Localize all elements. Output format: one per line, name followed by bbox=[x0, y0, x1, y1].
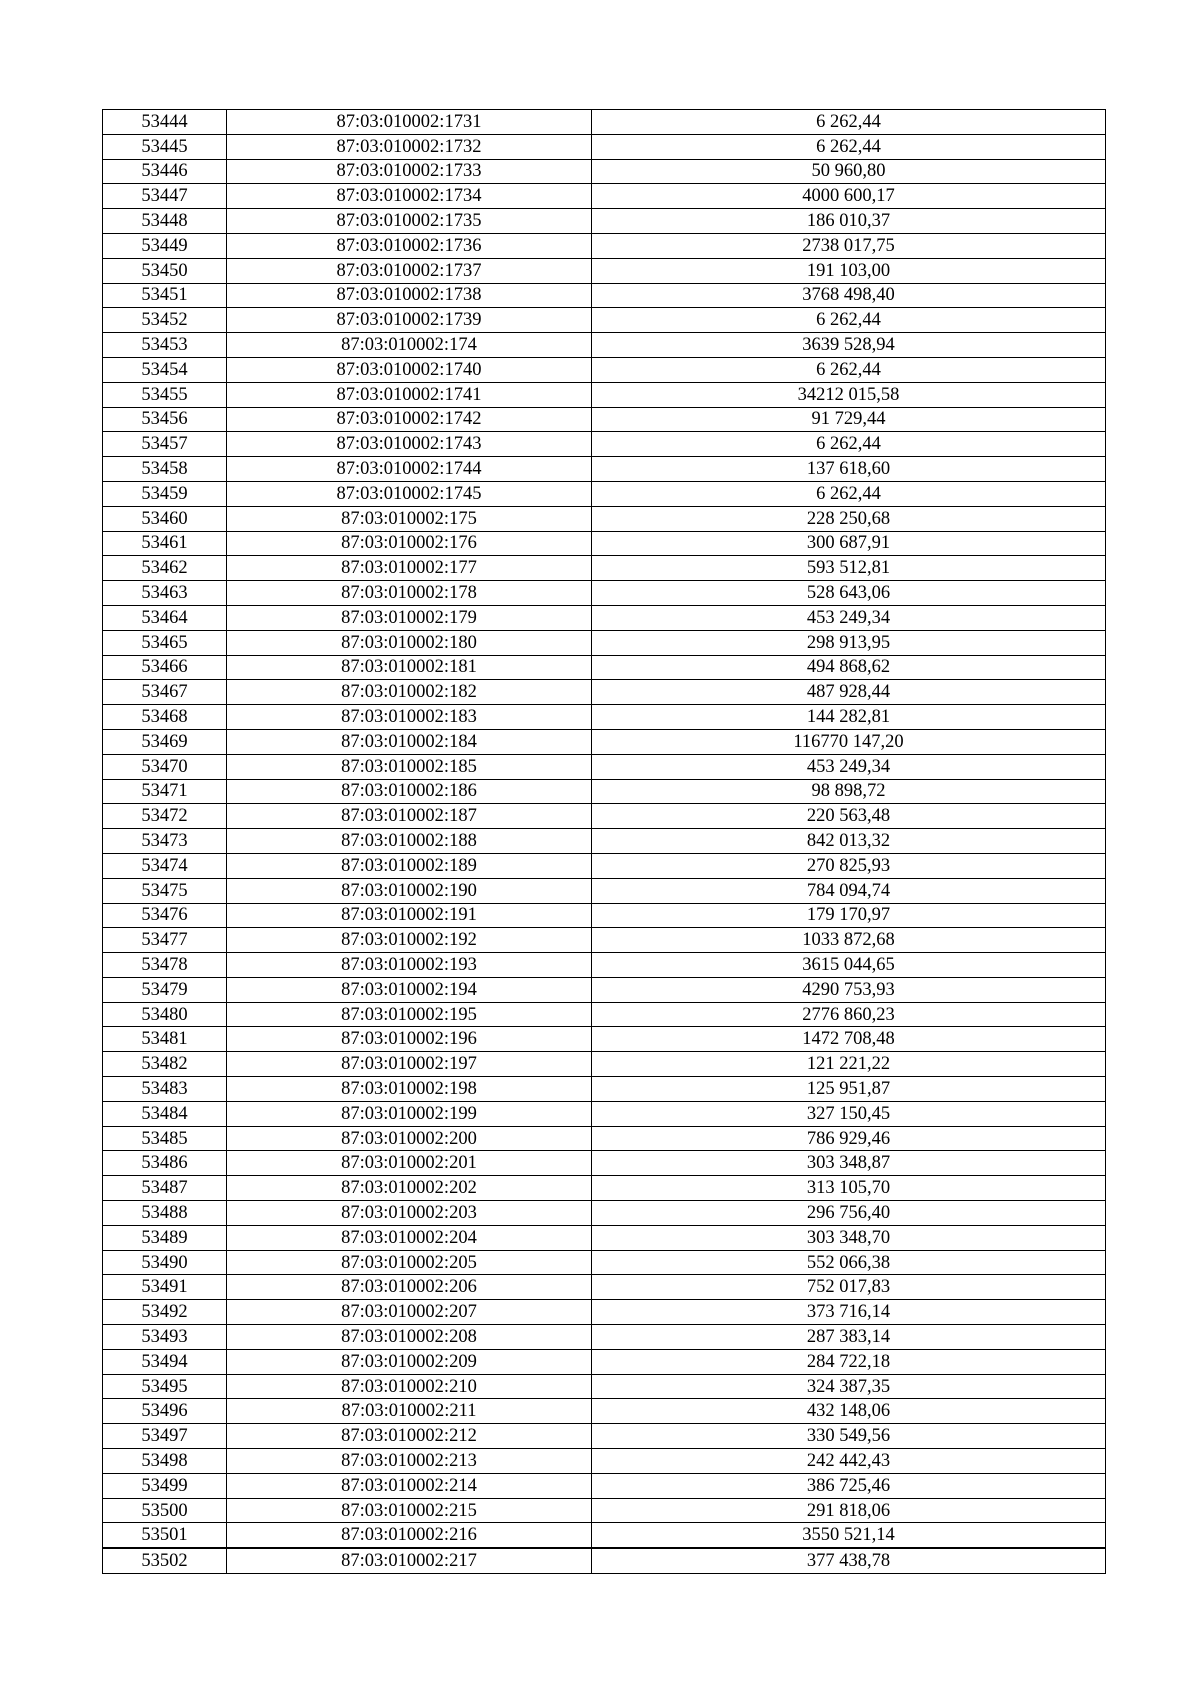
row-number-cell: 53472 bbox=[103, 804, 227, 829]
cadastral-value-cell: 242 442,43 bbox=[592, 1449, 1106, 1474]
cadastral-value-cell: 3768 498,40 bbox=[592, 283, 1106, 308]
cadastral-number-cell: 87:03:010002:1736 bbox=[227, 233, 592, 258]
cadastral-value-cell: 552 066,38 bbox=[592, 1250, 1106, 1275]
table-row bbox=[103, 878, 1106, 903]
row-number-cell: 53490 bbox=[103, 1250, 227, 1275]
table-row bbox=[103, 184, 1106, 209]
table-row bbox=[103, 977, 1106, 1002]
cadastral-number-cell: 87:03:010002:178 bbox=[227, 581, 592, 606]
table-row bbox=[103, 1548, 1106, 1573]
cadastral-number-cell: 87:03:010002:177 bbox=[227, 556, 592, 581]
table-row bbox=[103, 407, 1106, 432]
cadastral-value-cell: 125 951,87 bbox=[592, 1077, 1106, 1102]
table-row bbox=[103, 655, 1106, 680]
row-number-cell: 53495 bbox=[103, 1374, 227, 1399]
cadastral-value-cell: 330 549,56 bbox=[592, 1424, 1106, 1449]
cadastral-number-cell: 87:03:010002:179 bbox=[227, 605, 592, 630]
row-number-cell: 53485 bbox=[103, 1126, 227, 1151]
row-number-cell: 53457 bbox=[103, 432, 227, 457]
table-row bbox=[103, 1052, 1106, 1077]
table-row bbox=[103, 1151, 1106, 1176]
table-row bbox=[103, 258, 1106, 283]
cadastral-value-cell: 3639 528,94 bbox=[592, 333, 1106, 358]
cadastral-number-cell: 87:03:010002:1745 bbox=[227, 481, 592, 506]
row-number-cell: 53470 bbox=[103, 754, 227, 779]
row-number-cell: 53474 bbox=[103, 853, 227, 878]
cadastral-number-cell: 87:03:010002:175 bbox=[227, 506, 592, 531]
row-number-cell: 53461 bbox=[103, 531, 227, 556]
table-row bbox=[103, 233, 1106, 258]
cadastral-number-cell: 87:03:010002:176 bbox=[227, 531, 592, 556]
cadastral-number-cell: 87:03:010002:1740 bbox=[227, 357, 592, 382]
row-number-cell: 53499 bbox=[103, 1473, 227, 1498]
table-row bbox=[103, 605, 1106, 630]
cadastral-number-cell: 87:03:010002:184 bbox=[227, 729, 592, 754]
cadastral-number-cell: 87:03:010002:174 bbox=[227, 333, 592, 358]
cadastral-number-cell: 87:03:010002:217 bbox=[227, 1548, 592, 1573]
row-number-cell: 53451 bbox=[103, 283, 227, 308]
row-number-cell: 53456 bbox=[103, 407, 227, 432]
cadastral-value-cell: 313 105,70 bbox=[592, 1176, 1106, 1201]
cadastral-number-cell: 87:03:010002:182 bbox=[227, 680, 592, 705]
table-row bbox=[103, 1250, 1106, 1275]
cadastral-number-cell: 87:03:010002:207 bbox=[227, 1300, 592, 1325]
table-row bbox=[103, 1325, 1106, 1350]
row-number-cell: 53453 bbox=[103, 333, 227, 358]
cadastral-number-cell: 87:03:010002:1741 bbox=[227, 382, 592, 407]
cadastral-number-cell: 87:03:010002:203 bbox=[227, 1201, 592, 1226]
cadastral-number-cell: 87:03:010002:1737 bbox=[227, 258, 592, 283]
row-number-cell: 53501 bbox=[103, 1523, 227, 1548]
row-number-cell: 53466 bbox=[103, 655, 227, 680]
table-row bbox=[103, 506, 1106, 531]
row-number-cell: 53449 bbox=[103, 233, 227, 258]
table-row bbox=[103, 1374, 1106, 1399]
row-number-cell: 53460 bbox=[103, 506, 227, 531]
row-number-cell: 53500 bbox=[103, 1498, 227, 1523]
row-number-cell: 53471 bbox=[103, 779, 227, 804]
table-row bbox=[103, 382, 1106, 407]
cadastral-number-cell: 87:03:010002:1739 bbox=[227, 308, 592, 333]
row-number-cell: 53462 bbox=[103, 556, 227, 581]
row-number-cell: 53452 bbox=[103, 308, 227, 333]
cadastral-value-cell: 494 868,62 bbox=[592, 655, 1106, 680]
cadastral-value-cell: 784 094,74 bbox=[592, 878, 1106, 903]
row-number-cell: 53488 bbox=[103, 1201, 227, 1226]
row-number-cell: 53481 bbox=[103, 1027, 227, 1052]
cadastral-value-cell: 593 512,81 bbox=[592, 556, 1106, 581]
cadastral-number-cell: 87:03:010002:201 bbox=[227, 1151, 592, 1176]
cadastral-value-cell: 386 725,46 bbox=[592, 1473, 1106, 1498]
cadastral-value-cell: 487 928,44 bbox=[592, 680, 1106, 705]
row-number-cell: 53498 bbox=[103, 1449, 227, 1474]
cadastral-number-cell: 87:03:010002:197 bbox=[227, 1052, 592, 1077]
cadastral-value-cell: 291 818,06 bbox=[592, 1498, 1106, 1523]
table-row bbox=[103, 134, 1106, 159]
table-row bbox=[103, 1002, 1106, 1027]
cadastral-number-cell: 87:03:010002:194 bbox=[227, 977, 592, 1002]
cadastral-number-cell: 87:03:010002:191 bbox=[227, 903, 592, 928]
cadastral-number-cell: 87:03:010002:180 bbox=[227, 630, 592, 655]
table-row bbox=[103, 209, 1106, 234]
row-number-cell: 53448 bbox=[103, 209, 227, 234]
row-number-cell: 53445 bbox=[103, 134, 227, 159]
row-number-cell: 53496 bbox=[103, 1399, 227, 1424]
cadastral-value-cell: 98 898,72 bbox=[592, 779, 1106, 804]
cadastral-number-cell: 87:03:010002:186 bbox=[227, 779, 592, 804]
cadastral-number-cell: 87:03:010002:216 bbox=[227, 1523, 592, 1548]
table-row bbox=[103, 729, 1106, 754]
cadastral-number-cell: 87:03:010002:1744 bbox=[227, 457, 592, 482]
table-row bbox=[103, 754, 1106, 779]
cadastral-value-cell: 6 262,44 bbox=[592, 432, 1106, 457]
cadastral-number-cell: 87:03:010002:181 bbox=[227, 655, 592, 680]
table-row bbox=[103, 1349, 1106, 1374]
cadastral-number-cell: 87:03:010002:199 bbox=[227, 1101, 592, 1126]
table-row bbox=[103, 357, 1106, 382]
row-number-cell: 53447 bbox=[103, 184, 227, 209]
cadastral-number-cell: 87:03:010002:195 bbox=[227, 1002, 592, 1027]
cadastral-number-cell: 87:03:010002:192 bbox=[227, 928, 592, 953]
table-row bbox=[103, 1126, 1106, 1151]
table-row bbox=[103, 853, 1106, 878]
table-row bbox=[103, 1275, 1106, 1300]
cadastral-number-cell: 87:03:010002:202 bbox=[227, 1176, 592, 1201]
cadastral-value-cell: 4290 753,93 bbox=[592, 977, 1106, 1002]
row-number-cell: 53493 bbox=[103, 1325, 227, 1350]
row-number-cell: 53467 bbox=[103, 680, 227, 705]
row-number-cell: 53444 bbox=[103, 110, 227, 135]
table-row bbox=[103, 705, 1106, 730]
cadastral-number-cell: 87:03:010002:1742 bbox=[227, 407, 592, 432]
table-row bbox=[103, 159, 1106, 184]
cadastral-value-cell: 327 150,45 bbox=[592, 1101, 1106, 1126]
cadastral-number-cell: 87:03:010002:1735 bbox=[227, 209, 592, 234]
cadastral-number-cell: 87:03:010002:193 bbox=[227, 953, 592, 978]
table-row bbox=[103, 1027, 1106, 1052]
cadastral-value-cell: 6 262,44 bbox=[592, 481, 1106, 506]
table-row bbox=[103, 1473, 1106, 1498]
cadastral-number-cell: 87:03:010002:189 bbox=[227, 853, 592, 878]
table-row bbox=[103, 308, 1106, 333]
row-number-cell: 53492 bbox=[103, 1300, 227, 1325]
table-row bbox=[103, 1201, 1106, 1226]
row-number-cell: 53476 bbox=[103, 903, 227, 928]
table-row bbox=[103, 1077, 1106, 1102]
cadastral-value-cell: 303 348,87 bbox=[592, 1151, 1106, 1176]
row-number-cell: 53469 bbox=[103, 729, 227, 754]
table-row bbox=[103, 556, 1106, 581]
cadastral-value-cell: 453 249,34 bbox=[592, 605, 1106, 630]
cadastral-number-cell: 87:03:010002:212 bbox=[227, 1424, 592, 1449]
cadastral-value-cell: 377 438,78 bbox=[592, 1548, 1106, 1573]
row-number-cell: 53491 bbox=[103, 1275, 227, 1300]
cadastral-number-cell: 87:03:010002:1733 bbox=[227, 159, 592, 184]
row-number-cell: 53450 bbox=[103, 258, 227, 283]
row-number-cell: 53483 bbox=[103, 1077, 227, 1102]
cadastral-value-cell: 528 643,06 bbox=[592, 581, 1106, 606]
table-row bbox=[103, 1498, 1106, 1523]
table-row bbox=[103, 1449, 1106, 1474]
table-row bbox=[103, 1300, 1106, 1325]
row-number-cell: 53454 bbox=[103, 357, 227, 382]
row-number-cell: 53497 bbox=[103, 1424, 227, 1449]
table-row bbox=[103, 110, 1106, 135]
cadastral-value-cell: 2776 860,23 bbox=[592, 1002, 1106, 1027]
cadastral-value-cell: 6 262,44 bbox=[592, 134, 1106, 159]
row-number-cell: 53468 bbox=[103, 705, 227, 730]
cadastral-number-cell: 87:03:010002:200 bbox=[227, 1126, 592, 1151]
cadastral-value-cell: 186 010,37 bbox=[592, 209, 1106, 234]
row-number-cell: 53494 bbox=[103, 1349, 227, 1374]
cadastral-value-cell: 270 825,93 bbox=[592, 853, 1106, 878]
cadastral-value-cell: 6 262,44 bbox=[592, 308, 1106, 333]
table-row bbox=[103, 457, 1106, 482]
cadastral-number-cell: 87:03:010002:188 bbox=[227, 829, 592, 854]
table-row bbox=[103, 953, 1106, 978]
table-row bbox=[103, 333, 1106, 358]
cadastral-value-cell: 137 618,60 bbox=[592, 457, 1106, 482]
cadastral-number-cell: 87:03:010002:210 bbox=[227, 1374, 592, 1399]
cadastral-value-cell: 842 013,32 bbox=[592, 829, 1106, 854]
cadastral-value-cell: 179 170,97 bbox=[592, 903, 1106, 928]
cadastral-value-table bbox=[102, 109, 1106, 1574]
cadastral-value-cell: 432 148,06 bbox=[592, 1399, 1106, 1424]
cadastral-number-cell: 87:03:010002:206 bbox=[227, 1275, 592, 1300]
cadastral-number-cell: 87:03:010002:209 bbox=[227, 1349, 592, 1374]
cadastral-value-cell: 296 756,40 bbox=[592, 1201, 1106, 1226]
cadastral-value-cell: 786 929,46 bbox=[592, 1126, 1106, 1151]
cadastral-number-cell: 87:03:010002:198 bbox=[227, 1077, 592, 1102]
row-number-cell: 53487 bbox=[103, 1176, 227, 1201]
cadastral-number-cell: 87:03:010002:1743 bbox=[227, 432, 592, 457]
row-number-cell: 53473 bbox=[103, 829, 227, 854]
cadastral-number-cell: 87:03:010002:187 bbox=[227, 804, 592, 829]
table-row bbox=[103, 1225, 1106, 1250]
row-number-cell: 53465 bbox=[103, 630, 227, 655]
row-number-cell: 53446 bbox=[103, 159, 227, 184]
cadastral-value-cell: 34212 015,58 bbox=[592, 382, 1106, 407]
row-number-cell: 53458 bbox=[103, 457, 227, 482]
table-body bbox=[103, 110, 1106, 1574]
cadastral-value-cell: 50 960,80 bbox=[592, 159, 1106, 184]
cadastral-value-cell: 324 387,35 bbox=[592, 1374, 1106, 1399]
table-row bbox=[103, 779, 1106, 804]
cadastral-number-cell: 87:03:010002:196 bbox=[227, 1027, 592, 1052]
cadastral-value-cell: 3615 044,65 bbox=[592, 953, 1106, 978]
cadastral-value-cell: 116770 147,20 bbox=[592, 729, 1106, 754]
cadastral-value-cell: 121 221,22 bbox=[592, 1052, 1106, 1077]
table-row bbox=[103, 829, 1106, 854]
cadastral-value-cell: 3550 521,14 bbox=[592, 1523, 1106, 1548]
cadastral-value-cell: 2738 017,75 bbox=[592, 233, 1106, 258]
table-row bbox=[103, 283, 1106, 308]
cadastral-value-cell: 228 250,68 bbox=[592, 506, 1106, 531]
row-number-cell: 53464 bbox=[103, 605, 227, 630]
cadastral-value-cell: 284 722,18 bbox=[592, 1349, 1106, 1374]
table-row bbox=[103, 903, 1106, 928]
cadastral-number-cell: 87:03:010002:185 bbox=[227, 754, 592, 779]
row-number-cell: 53455 bbox=[103, 382, 227, 407]
cadastral-number-cell: 87:03:010002:214 bbox=[227, 1473, 592, 1498]
row-number-cell: 53463 bbox=[103, 581, 227, 606]
cadastral-number-cell: 87:03:010002:1738 bbox=[227, 283, 592, 308]
cadastral-number-cell: 87:03:010002:211 bbox=[227, 1399, 592, 1424]
cadastral-value-cell: 303 348,70 bbox=[592, 1225, 1106, 1250]
row-number-cell: 53480 bbox=[103, 1002, 227, 1027]
cadastral-number-cell: 87:03:010002:1731 bbox=[227, 110, 592, 135]
row-number-cell: 53486 bbox=[103, 1151, 227, 1176]
cadastral-number-cell: 87:03:010002:215 bbox=[227, 1498, 592, 1523]
table-row bbox=[103, 1523, 1106, 1548]
cadastral-number-cell: 87:03:010002:208 bbox=[227, 1325, 592, 1350]
table-row bbox=[103, 481, 1106, 506]
cadastral-number-cell: 87:03:010002:1734 bbox=[227, 184, 592, 209]
cadastral-value-cell: 300 687,91 bbox=[592, 531, 1106, 556]
row-number-cell: 53477 bbox=[103, 928, 227, 953]
cadastral-value-cell: 6 262,44 bbox=[592, 110, 1106, 135]
cadastral-number-cell: 87:03:010002:204 bbox=[227, 1225, 592, 1250]
cadastral-number-cell: 87:03:010002:183 bbox=[227, 705, 592, 730]
row-number-cell: 53489 bbox=[103, 1225, 227, 1250]
table-row bbox=[103, 1399, 1106, 1424]
table-row bbox=[103, 581, 1106, 606]
row-number-cell: 53484 bbox=[103, 1101, 227, 1126]
row-number-cell: 53475 bbox=[103, 878, 227, 903]
cadastral-value-cell: 298 913,95 bbox=[592, 630, 1106, 655]
cadastral-value-cell: 144 282,81 bbox=[592, 705, 1106, 730]
cadastral-number-cell: 87:03:010002:1732 bbox=[227, 134, 592, 159]
row-number-cell: 53502 bbox=[103, 1548, 227, 1573]
cadastral-value-cell: 752 017,83 bbox=[592, 1275, 1106, 1300]
cadastral-value-cell: 287 383,14 bbox=[592, 1325, 1106, 1350]
table-row bbox=[103, 928, 1106, 953]
cadastral-value-cell: 91 729,44 bbox=[592, 407, 1106, 432]
table-row bbox=[103, 680, 1106, 705]
table-row bbox=[103, 630, 1106, 655]
table-row bbox=[103, 804, 1106, 829]
table-row bbox=[103, 1424, 1106, 1449]
cadastral-value-cell: 4000 600,17 bbox=[592, 184, 1106, 209]
cadastral-value-cell: 6 262,44 bbox=[592, 357, 1106, 382]
table-row bbox=[103, 1176, 1106, 1201]
row-number-cell: 53478 bbox=[103, 953, 227, 978]
cadastral-value-cell: 373 716,14 bbox=[592, 1300, 1106, 1325]
cadastral-number-cell: 87:03:010002:213 bbox=[227, 1449, 592, 1474]
row-number-cell: 53482 bbox=[103, 1052, 227, 1077]
cadastral-number-cell: 87:03:010002:205 bbox=[227, 1250, 592, 1275]
cadastral-value-cell: 191 103,00 bbox=[592, 258, 1106, 283]
cadastral-number-cell: 87:03:010002:190 bbox=[227, 878, 592, 903]
row-number-cell: 53479 bbox=[103, 977, 227, 1002]
cadastral-value-cell: 1472 708,48 bbox=[592, 1027, 1106, 1052]
table-row bbox=[103, 432, 1106, 457]
row-number-cell: 53459 bbox=[103, 481, 227, 506]
cadastral-value-cell: 1033 872,68 bbox=[592, 928, 1106, 953]
table-row bbox=[103, 1101, 1106, 1126]
cadastral-value-cell: 220 563,48 bbox=[592, 804, 1106, 829]
cadastral-value-cell: 453 249,34 bbox=[592, 754, 1106, 779]
table-row bbox=[103, 531, 1106, 556]
